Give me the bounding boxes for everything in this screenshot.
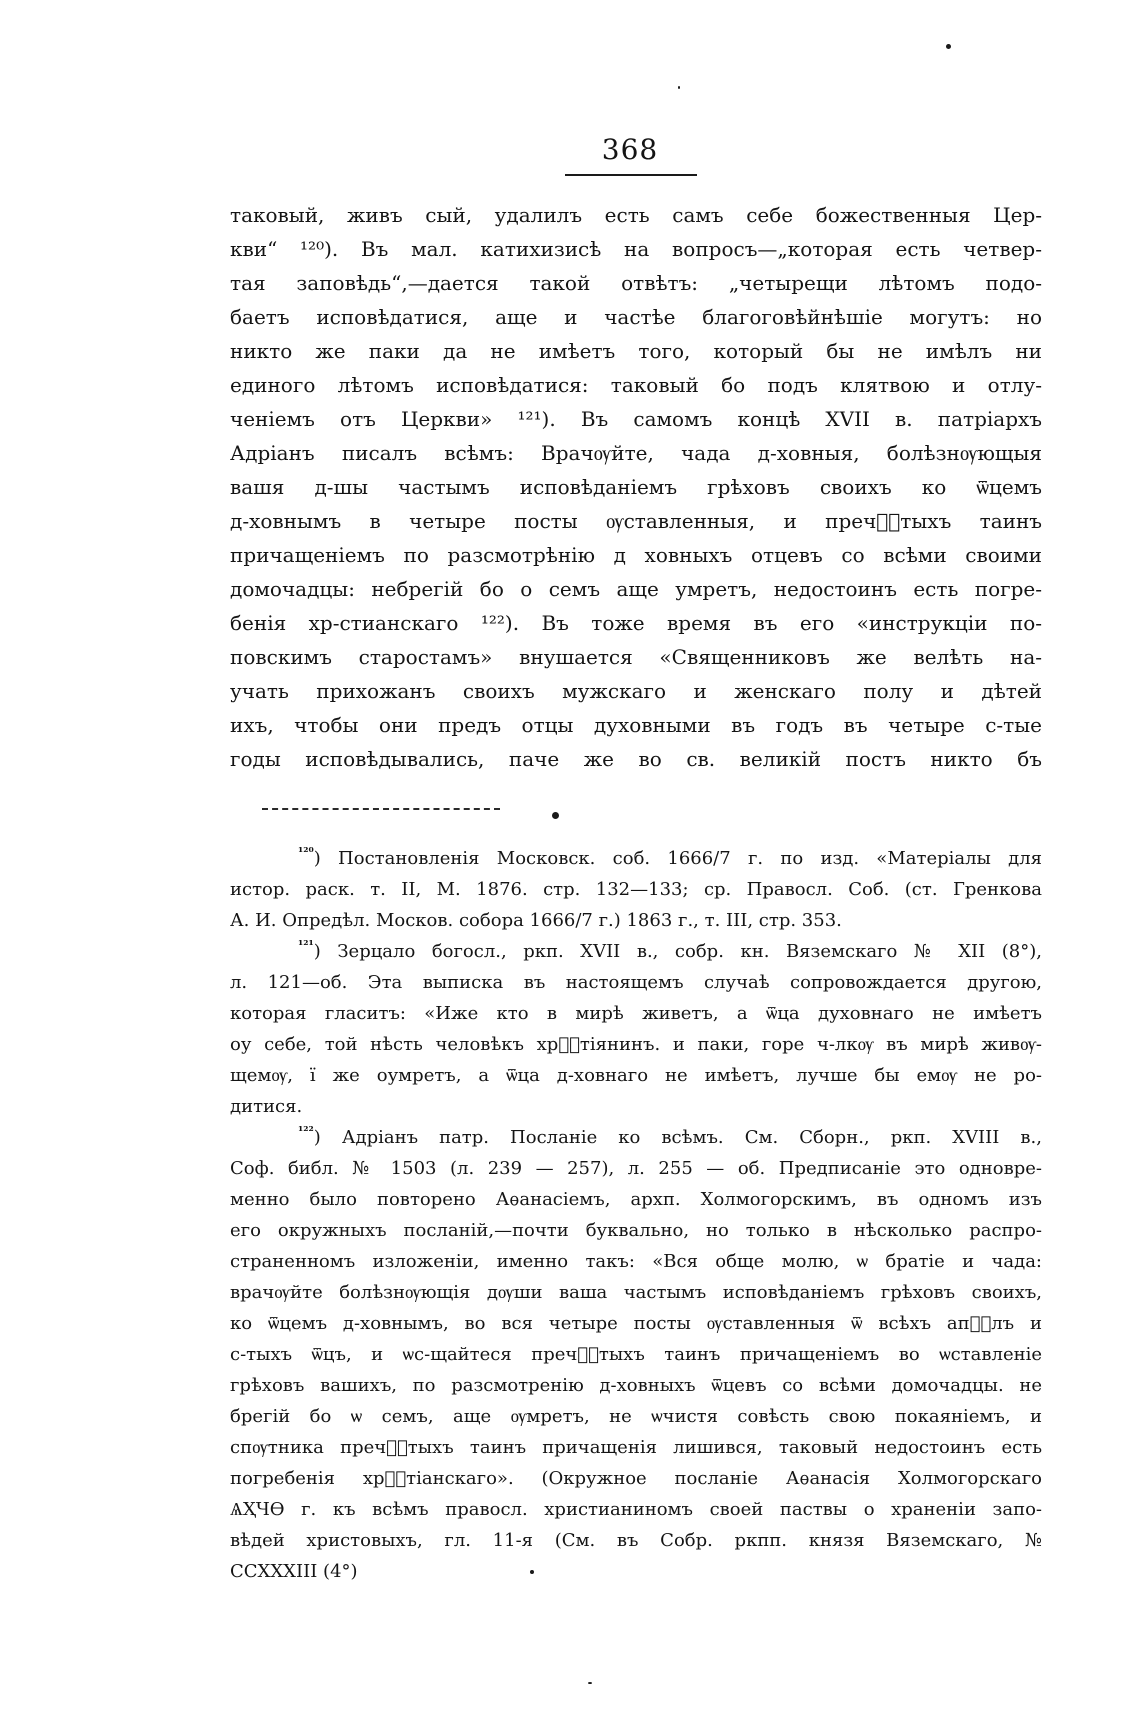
text-line: таковый, живъ сый, удалилъ есть самъ себе божественныя Цер- — [230, 203, 1042, 227]
footnote-mark: ¹²¹ — [298, 938, 314, 952]
print-speck — [946, 44, 951, 49]
footnote-line: истор. раск. т. II, М. 1876. стр. 132—133; ср. Правосл. Соб. (ст. Гренкова — [230, 879, 1042, 900]
footnote-line: погребенія хрⷭ҇тіанскаго». (Окружное посланіе Аѳанасія Холмогорскаго — [230, 1468, 1042, 1489]
footnote-line: дитися. — [230, 1096, 303, 1117]
text-line: кви“ ¹²⁰). Въ мал. катихизисѣ на вопросъ—„которая есть четвер- — [230, 237, 1042, 261]
print-speck — [678, 86, 680, 89]
text-line: учать прихожанъ своихъ мужскаго и женскаго полу и дѣтей — [230, 679, 1042, 703]
footnote-line-text: ) Зерцало богосл., ркп. XVII в., собр. кн. Вяземскаго № XII (8°), — [313, 941, 1042, 962]
text-line: ихъ, чтобы они предъ отцы духовными въ годъ въ четыре с-тые — [230, 713, 1042, 737]
footnote-line: Соф. библ. № 1503 (л. 239 — 257), л. 255 — об. Предписаніе это одновре- — [230, 1158, 1042, 1179]
text-line: баетъ исповѣдатися, аще и частѣе благоговѣйнѣшіе могутъ: но — [230, 305, 1042, 329]
footnote-120 — [230, 843, 1042, 936]
footnote-line — [230, 936, 1042, 967]
text-line: повскимъ старостамъ» внушается «Священниковъ же велѣть на- — [230, 645, 1042, 669]
text-line: никто же паки да не имѣетъ того, который бы не имѣлъ ни — [230, 339, 1042, 363]
footnote-line: которая гласитъ: «Иже кто в мирѣ живетъ, а ѿца духовнаго не имѣетъ — [230, 1003, 1042, 1024]
footnote-line: врачѹйте болѣзнѹющія дѹши ваша частымъ исповѣданіемъ грѣховъ своихъ, — [230, 1282, 1042, 1303]
footnote-line — [230, 1122, 1042, 1153]
text-line: вашя д-шы частымъ исповѣданіемъ грѣховъ своихъ ко ѿцемъ — [230, 475, 1042, 499]
footnote-line: щемѹ, ї же оумретъ, а ѿца д-ховнаго не имѣетъ, лучше бы емѹ не ро- — [230, 1065, 1042, 1086]
footnote-line: А. И. Опредѣл. Москов. собора 1666/7 г.) 1863 г., т. III, стр. 353. — [230, 910, 842, 931]
footnote-line: вѣдей христовыхъ, гл. 11-я (См. въ Собр. ркпп. князя Вяземскаго, № — [230, 1530, 1042, 1551]
separator-dot — [552, 812, 559, 819]
footnotes — [230, 843, 1042, 1587]
text-line: Адріанъ писалъ всѣмъ: Врачѹйте, чада д-ховныя, болѣзнѹющыя — [230, 441, 1042, 465]
footnote-line-text: ) Постановленія Московск. соб. 1666/7 г. по изд. «Матеріалы для — [313, 848, 1042, 869]
footnote-line: грѣховъ вашихъ, по разсмотренію д-ховныхъ ѿцевъ со всѣми домочадцы. не — [230, 1375, 1042, 1396]
text-line: тая заповѣдь“,—дается такой отвѣтъ: „четырещи лѣтомъ подо- — [230, 271, 1042, 295]
footnote-line: с-тыхъ ѿцъ, и ѡс-щайтеся пречⷭ҇тыхъ таинъ причащеніемъ во ѡставленіе — [230, 1344, 1042, 1365]
text-line: домочадцы: небрегій бо о семъ аще умретъ, недостоинъ есть погре- — [230, 577, 1042, 601]
footnote-mark: ¹²² — [298, 1124, 314, 1138]
text-line: бенія хр-стианскаго ¹²²). Въ тоже время въ его «инструкціи по- — [230, 611, 1042, 635]
text-line: причащеніемъ по разсмотрѣнію д ховныхъ отцевъ со всѣми своими — [230, 543, 1042, 567]
footnote-mark: ¹²⁰ — [298, 845, 314, 859]
text-line: ченіемъ отъ Церкви» ¹²¹). Въ самомъ концѣ XVII в. патріархъ — [230, 407, 1042, 431]
text-line: единого лѣтомъ исповѣдатися: таковый бо подъ клятвою и отлу- — [230, 373, 1042, 397]
footnote-line: спѹтника пречⷭ҇тыхъ таинъ причащенія лишився, таковый недостоинъ есть — [230, 1437, 1042, 1458]
footnote-line — [230, 843, 1042, 874]
footnote-line: ко ѿцемъ д-ховнымъ, во вся четыре посты ѹставленныя ѿ всѣхъ апⷭ҇лъ и — [230, 1313, 1042, 1334]
footnote-line: оу себе, той нѣсть человѣкъ хрⷭ҇тіянинъ. и паки, горе ч-лкѹ въ мирѣ живѹ- — [230, 1034, 1042, 1055]
text-line: годы исповѣдывались, паче же во св. великій постъ никто бъ — [230, 747, 1042, 771]
footnote-line: ѦҲЧѲ г. къ всѣмъ правосл. христианиномъ своей паствы о храненіи запо- — [230, 1499, 1042, 1520]
page-number: 368 — [601, 133, 659, 166]
footnote-line: его окружныхъ посланій,—почти буквально, но только в нѣсколько распро- — [230, 1220, 1042, 1241]
footnote-line: менно было повторено Аѳанасіемъ, архп. Холмогорскимъ, въ одномъ изъ — [230, 1189, 1042, 1210]
text-line: д-ховнымъ в четыре посты ѹставленныя, и пречⷭ҇тыхъ таинъ — [230, 509, 1042, 533]
footnote-121 — [230, 936, 1042, 1122]
footnote-line: л. 121—об. Эта выписка въ настоящемъ случаѣ сопровождается другою, — [230, 972, 1042, 993]
footnote-line-text: ) Адріанъ патр. Посланіе ко всѣмъ. См. Сборн., ркп. XVIII в., — [313, 1127, 1042, 1148]
main-text — [230, 198, 1042, 776]
footnote-separator — [262, 808, 500, 810]
footnote-122 — [230, 1122, 1042, 1587]
page-number-rule — [565, 174, 697, 176]
footnote-line: CCXXXIII (4°) — [230, 1561, 358, 1582]
footnote-line: брегій бо ѡ семъ, аще ѹмретъ, не ѡчистя совѣсть свою покаяніемъ, и — [230, 1406, 1042, 1427]
print-speck — [588, 1682, 592, 1684]
footnote-line: страненномъ изложеніи, именно такъ: «Вся обще молю, ѡ братіе и чада: — [230, 1251, 1042, 1272]
